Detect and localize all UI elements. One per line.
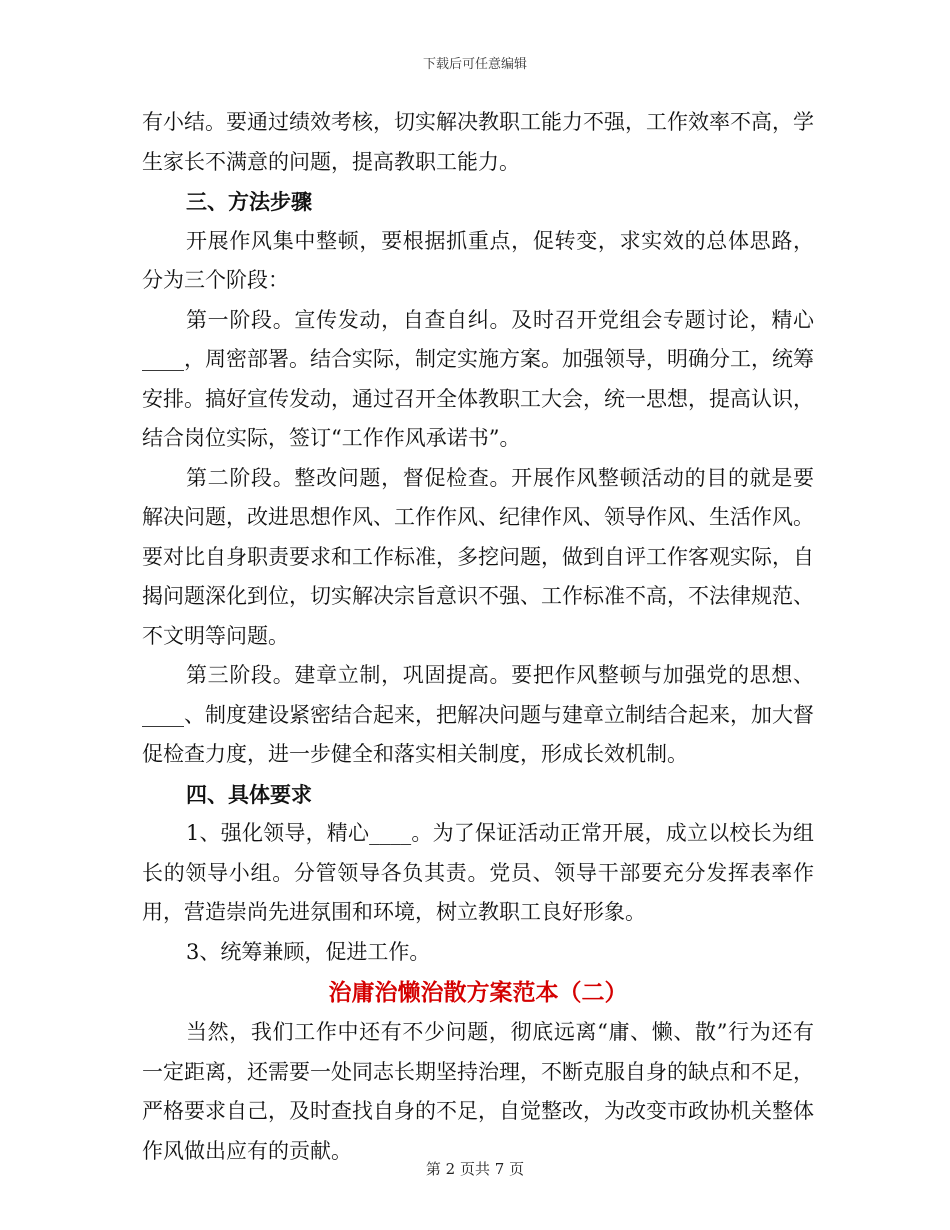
paragraph-stage-three: 第三阶段。建章立制，巩固提高。要把作风整顿与加强党的思想、____、制度建设紧密结合起来，把解决问题与建章立制结合起来，加大督促检查力度，进一步健全和落实相关制度，形成长效机制。 bbox=[142, 663, 814, 766]
paragraph-summary: 有小结。要通过绩效考核，切实解决教职工能力不强，工作效率不高，学生家长不满意的问题，提高教职工能力。 bbox=[142, 110, 814, 174]
page-footer: 第 2 页共 7 页 bbox=[425, 1160, 525, 1178]
paragraph-overview: 开展作风集中整顿，要根据抓重点，促转变，求实效的总体思路，分为三个阶段： bbox=[142, 228, 814, 292]
page-header: 下载后可任意编辑 bbox=[422, 57, 527, 72]
document-title: 治庸治懒治散方案范本（二） bbox=[328, 979, 628, 1006]
paragraph-stage-one: 第一阶段。宣传发动，自查自纠。及时召开党组会专题讨论，精心____，周密部署。结合实际，制定实施方案。加强领导，明确分工，统筹安排。搞好宣传发动，通过召开全体教职工大会，统一思想，提高认识，结合岗位实际，签订“工作作风承诺书”。 bbox=[142, 307, 814, 450]
section-heading-methods: 三、方法步骤 bbox=[186, 189, 312, 214]
paragraph-conclusion: 当然，我们工作中还有不少问题，彻底远离“庸、懒、散”行为还有一定距离，还需要一处同志长期坚持治理，不断克服自身的缺点和不足，严格要求自己，及时查找自身的不足，自觉整改，为改变市政协机关整体作风做出应有的贡献。 bbox=[142, 1020, 814, 1163]
section-heading-requirements: 四、具体要求 bbox=[186, 781, 312, 807]
document-body bbox=[142, 103, 814, 1171]
paragraph-requirement-one: 1、强化领导，精心____。为了保证活动正常开展，成立以校长为组长的领导小组。分管领导各负其责。党员、领导干部要充分发挥表率作用，营造崇尚先进氛围和环境，树立教职工良好形象。 bbox=[142, 821, 814, 924]
paragraph-requirement-three: 3、统筹兼顾，促进工作。 bbox=[186, 939, 431, 964]
paragraph-stage-two: 第二阶段。整改问题，督促检查。开展作风整顿活动的目的就是要解决问题，改进思想作风、工作作风、纪律作风、领导作风、生活作风。要对比自身职责要求和工作标准，多挖问题，做到自评工作客观实际，自揭问题深化到位，切实解决宗旨意识不强、工作标准不高，不法律规范、不文明等问题。 bbox=[142, 465, 814, 648]
